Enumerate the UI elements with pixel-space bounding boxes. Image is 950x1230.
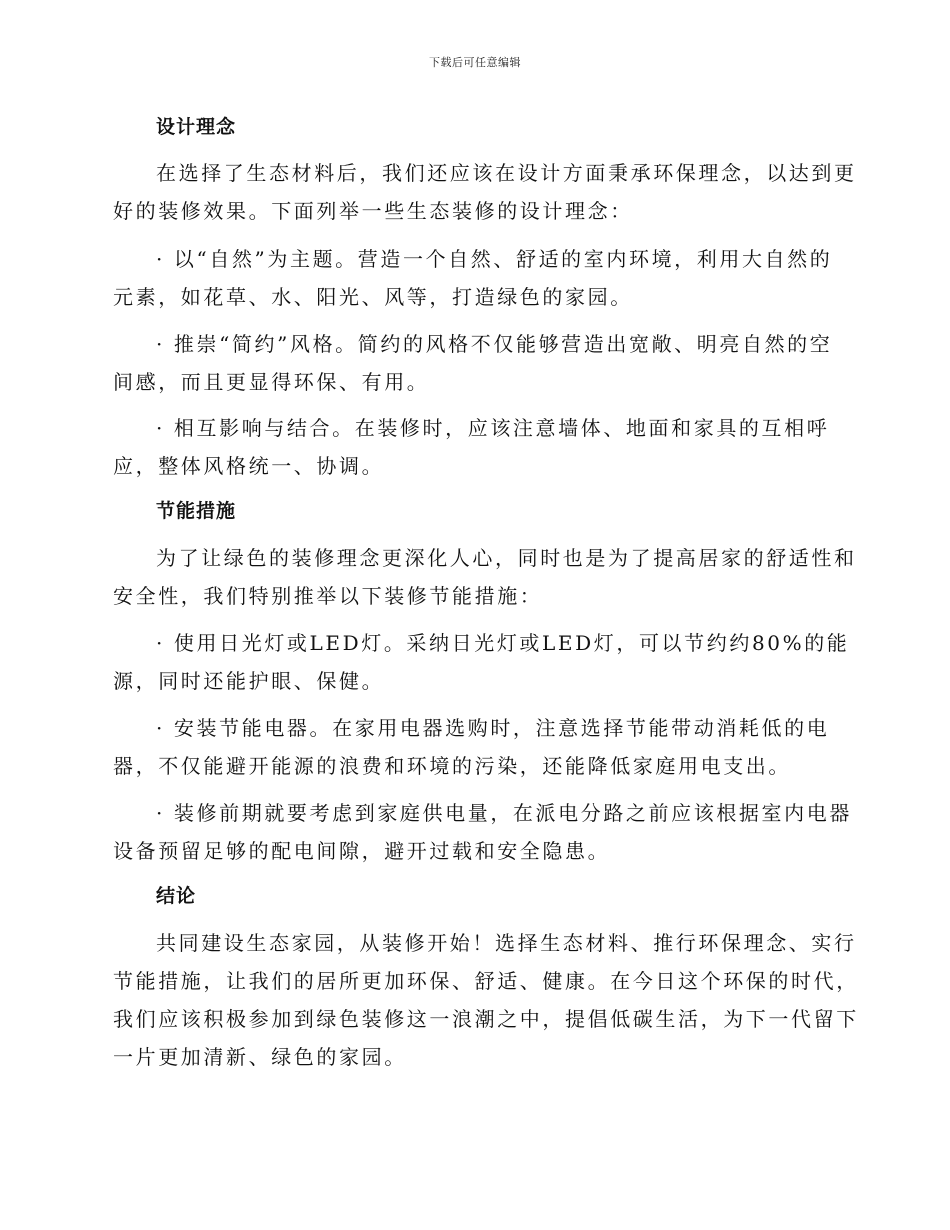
bullet-paragraph bbox=[113, 325, 833, 401]
paragraph-line: 元素，如花草、水、阳光、风等，打造绿色的家园。 bbox=[113, 285, 633, 309]
bullet-paragraph bbox=[113, 409, 833, 485]
paragraph-line: 好的装修效果。下面列举一些生态装修的设计理念： bbox=[113, 199, 633, 223]
paragraph-line: · 安装节能电器。在家用电器选购时，注意选择节能带动消耗低的电 bbox=[156, 716, 830, 740]
section-heading-design: 设计理念 bbox=[156, 116, 237, 138]
paragraph-line: 共同建设生态家园，从装修开始！选择生态材料、推行环保理念、实行 bbox=[156, 931, 857, 955]
paragraph-line: 我们应该积极参加到绿色装修这一浪潮之中，提倡低碳生活，为下一代留下 bbox=[113, 1007, 859, 1031]
paragraph bbox=[113, 539, 857, 615]
paragraph-line: 器，不仅能避开能源的浪费和环境的污染，还能降低家庭用电支出。 bbox=[113, 754, 791, 778]
paragraph-line: · 使用日光灯或LED灯。采纳日光灯或LED灯，可以节约约80%的能 bbox=[156, 631, 850, 655]
paragraph-line: · 相互影响与结合。在装修时，应该注意墙体、地面和家具的互相呼 bbox=[156, 416, 830, 440]
paragraph-line: 设备预留足够的配电间隙，避开过载和安全隐患。 bbox=[113, 839, 611, 863]
bullet-paragraph bbox=[113, 240, 833, 316]
section-heading-energy: 节能措施 bbox=[156, 500, 237, 522]
section-heading-conclusion: 结论 bbox=[156, 885, 197, 907]
paragraph-line: 在选择了生态材料后，我们还应该在设计方面秉承环保理念，以达到更 bbox=[156, 161, 857, 185]
paragraph-line: 间感，而且更显得环保、有用。 bbox=[113, 370, 430, 394]
bullet-paragraph bbox=[113, 709, 833, 785]
paragraph-line: 应，整体风格统一、协调。 bbox=[113, 454, 385, 478]
paragraph-line: 安全性，我们特别推举以下装修节能措施： bbox=[113, 584, 543, 608]
paragraph-line: 为了让绿色的装修理念更深化人心，同时也是为了提高居家的舒适性和 bbox=[156, 546, 857, 570]
paragraph-line: 节能措施，让我们的居所更加环保、舒适、健康。在今日这个环保的时代， bbox=[113, 969, 859, 993]
paragraph bbox=[113, 924, 859, 1076]
paragraph-line: 一片更加清新、绿色的家园。 bbox=[113, 1045, 407, 1069]
paragraph-line: · 装修前期就要考虑到家庭供电量，在派电分路之前应该根据室内电器 bbox=[156, 801, 852, 825]
bullet-paragraph bbox=[113, 624, 850, 700]
paragraph bbox=[113, 154, 857, 230]
paragraph-line: · 以“自然”为主题。营造一个自然、舒适的室内环境，利用大自然的 bbox=[156, 247, 833, 271]
paragraph-line: 源，同时还能护眼、保健。 bbox=[113, 669, 385, 693]
paragraph-line: · 推崇“简约”风格。简约的风格不仅能够营造出宽敞、明亮自然的空 bbox=[156, 332, 833, 356]
bullet-paragraph bbox=[113, 794, 852, 870]
page-header: 下载后可任意编辑 bbox=[429, 56, 521, 69]
